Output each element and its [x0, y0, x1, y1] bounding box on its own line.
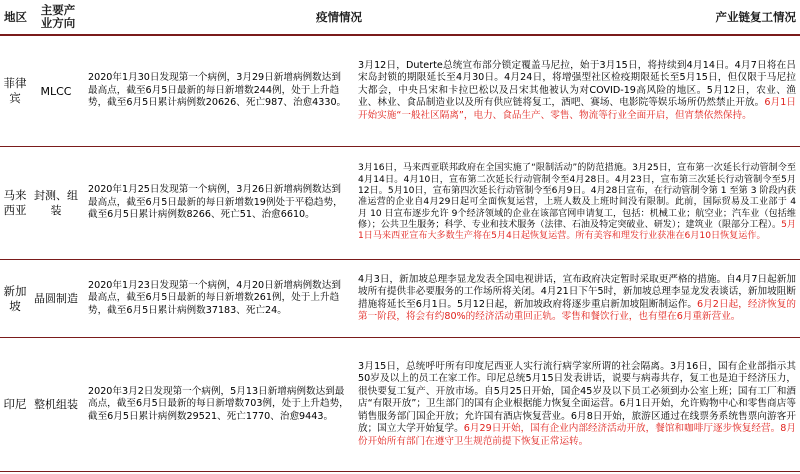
supply-chain-cell — [356, 36, 800, 146]
region-cell: 菲律宾 — [3, 76, 27, 105]
supply-chain-cell — [356, 147, 800, 259]
table-row-philippines — [0, 36, 800, 147]
supply-text: 4月3日，新加坡总理李显龙发表全国电视讲话，宣布政府决定暂时采取更严格的措施。自4月7日起新加坡所有提供非必要服务的工作场所将关闭。4月21日下午5时，新加坡总理李显龙发表谈话，新加坡阻断措施将延长至6月1日。5月12日起，新加坡政府将逐步重启新加坡阻断制运作。 — [358, 273, 796, 310]
epidemic-cell: 2020年1月23日发现第一个病例，4月20日新增病例数达到最高点，截至6月5日最新的每日新增数261例，处于上升趋势，截至6月5日累计病例数37183、死亡24。 — [88, 279, 341, 316]
supply-text: 3月16日，马来西亚联邦政府在全国实施了“限制活动”的防范措施。3月25日，宣布第一次延长行动管制令至4月14日。4月10日，宣布第二次延长行动管制令至4月28日。4月23日，宣布第三次延长行动管制令至5月12日。5月10日，宣布第四次延长行动管制令至6月9日。4月28日宣布，在行动管制令第 1 至第 3 阶段内获准运营的企业自4月29日起可全面恢复运营，上班人数及上班时间没有限制。此前，国际贸易及工业部于 4 月 10 日宣布逐步允许 9个经济领域的企业在该部官网申请复工，包括：机械工业；航空业；汽车业（包括维修）；公共卫生服务；科学、专业和技术服务（法律、石油及特定突破业、研发）；建筑业（限部分工程）。 — [358, 163, 796, 230]
supply-highlight: 5月1日马来西亚宣布大多数生产将在5月4日起恢复运营。所有美容和理发行业获准在6月10日恢复运作。 — [358, 219, 796, 242]
header-epidemic: 疫情情况 — [316, 9, 362, 24]
industry-cell: 封测、组装 — [34, 189, 78, 217]
epidemic-cell: 2020年1月30日发现第一个病例，3月29日新增病例数达到最高点，截至6月5日最新的每日新增数244例，处于上升趋势，截至6月5日累计病例数20626、死亡987、治愈4330。 — [88, 72, 347, 109]
supply-chain-cell — [356, 338, 800, 471]
supply-text: 3月15日，总统呼吁所有印度尼西亚人实行流行病学家所谓的社会隔离。3月16日，国有企业部指示其50岁及以上的员工在家工作。印尼总统5月15日发表讲话，说要与病毒共存，复工也是迫于经济压力，很快要复工复产、开放市场。自5月25日开始，国企45岁及以下员工必须到办公室上班；国有工厂和酒店“有限开放”；卫生部门的国有企业根据能力恢复全面运营。6月1日开始，允许购物中心和零售商店等销售服务部门国企开放；允许国有酒店恢复营业。6月8日开始，旅游区通过在线票务系统售票向游客开放；国立大学开始复学。 — [358, 360, 796, 435]
header-region: 地区 — [4, 9, 27, 24]
header-industry: 主要产业方向 — [40, 3, 76, 30]
header-supply-chain: 产业链复工情况 — [715, 9, 796, 24]
supply-chain-cell — [356, 260, 800, 337]
supply-text: 3月12日，Duterte总统宣布部分锁定覆盖马尼拉，始于3月15日，将持续到4月14日。4月7日将在吕宋岛封锁的期限延长至4月30日。4月24日，将增强型社区检疫期限延长至5月15日，但仅限于马尼拉大都会，中央吕宋和卡拉巴松以及吕宋其他被认为对COVID-19高风险的地区。5月12日，农业、渔业、林业、食品制造业以及所有供应链将复工，酒吧、赛场、电影院等娱乐场所仍然禁止开放。 — [358, 59, 796, 109]
table-row-singapore — [0, 260, 800, 338]
industry-cell: MLCC — [40, 84, 72, 98]
region-cell: 新加坡 — [3, 283, 27, 313]
supply-highlight: 6月29日开始，国有企业内部经济活动开放，餐馆和咖啡厅逐步恢复经营。8月份开始所有部门在遵守卫生规范前提下恢复正常运转。 — [358, 423, 797, 447]
table-header — [0, 0, 800, 34]
table-row-indonesia — [0, 338, 800, 472]
region-cell: 印尼 — [3, 397, 27, 411]
table-row-malaysia — [0, 147, 800, 260]
supply-highlight: 6月2日起，经济恢复的第一阶段，将会有约80%的经济活动重回正轨。零售和餐饮行业，也有望在6月重新营业。 — [358, 298, 796, 322]
supply-highlight: 6月1日开始实施“一般社区隔离”，电力、食品生产、零售、物流等行业全面开启，但宵禁依然保持。 — [358, 97, 796, 121]
epidemic-cell: 2020年1月25日发现第一个病例，3月26日新增病例数达到最高点，截至6月5日最新的每日新增数19例处于平稳趋势，截至6月5日累计病例数8266、死亡51、治愈6610。 — [88, 184, 343, 221]
region-cell: 马来西亚 — [3, 188, 27, 217]
industry-cell: 晶圆制造 — [34, 292, 78, 305]
industry-cell: 整机组装 — [34, 398, 78, 411]
epidemic-cell: 2020年3月2日发现第一个病例，5月13日新增病例数达到最高点，截至6月5日最新的每日新增数703例，处于上升趋势，截至6月5日累计病例数29521、死亡1770、治愈9443。 — [88, 385, 349, 422]
